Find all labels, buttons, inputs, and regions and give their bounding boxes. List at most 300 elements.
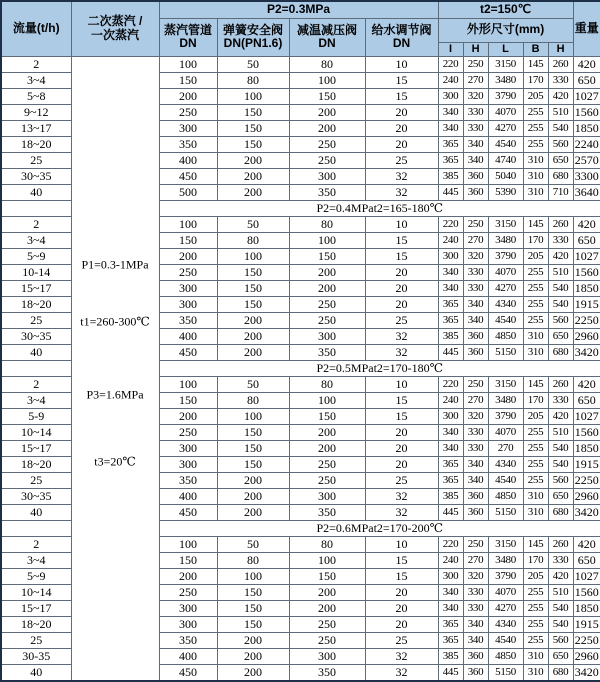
dim-i-header: I xyxy=(438,42,463,56)
feedwater-dn-cell: 32 xyxy=(365,504,438,520)
feedwater-dn-cell: 15 xyxy=(365,568,438,584)
pipe-dn-cell: 150 xyxy=(159,392,217,408)
weight-cell: 1560 xyxy=(573,104,600,120)
dim-i-cell: 300 xyxy=(438,88,463,104)
feedwater-dn-cell: 10 xyxy=(365,376,438,392)
dim-b-cell: 255 xyxy=(523,632,548,648)
safety-dn-cell: 100 xyxy=(217,248,289,264)
weight-cell: 420 xyxy=(573,376,600,392)
flow-cell: 3~4 xyxy=(1,392,71,408)
reducing-dn-cell: 250 xyxy=(289,472,365,488)
pipe-dn-cell: 300 xyxy=(159,616,217,632)
reducing-valve-column-header xyxy=(289,18,365,56)
dim-l-cell: 270 xyxy=(488,440,523,456)
dim-h1-cell: 340 xyxy=(463,296,488,312)
safety-dn-cell: 150 xyxy=(217,120,289,136)
dim-b-cell: 255 xyxy=(523,600,548,616)
flow-cell: 15~17 xyxy=(1,280,71,296)
safety-dn-cell: 80 xyxy=(217,72,289,88)
pipe-dn-cell: 300 xyxy=(159,280,217,296)
dim-h2-cell: 540 xyxy=(548,120,573,136)
t2-group-header: t2=150℃ xyxy=(438,1,573,18)
flow-cell: 30~35 xyxy=(1,328,71,344)
flow-column-header: 流量(t/h) xyxy=(1,1,71,56)
flow-cell: 40 xyxy=(1,344,71,360)
dim-h2-cell: 560 xyxy=(548,312,573,328)
safety-valve-line1: 弹簧安全阀 xyxy=(222,22,283,37)
flow-cell: 40 xyxy=(1,184,71,200)
weight-cell: 2250 xyxy=(573,472,600,488)
weight-cell: 1915 xyxy=(573,616,600,632)
weight-cell: 650 xyxy=(573,552,600,568)
dim-b-cell: 310 xyxy=(523,328,548,344)
dim-b-cell: 145 xyxy=(523,216,548,232)
dim-h1-cell: 250 xyxy=(463,536,488,552)
dim-l-cell: 3790 xyxy=(488,408,523,424)
dim-l-cell: 3150 xyxy=(488,216,523,232)
dim-h2-cell: 330 xyxy=(548,72,573,88)
feedwater-dn-cell: 20 xyxy=(365,424,438,440)
dim-l-header: L xyxy=(488,42,523,56)
safety-dn-cell: 150 xyxy=(217,456,289,472)
weight-cell: 420 xyxy=(573,56,600,72)
dim-i-cell: 300 xyxy=(438,568,463,584)
dim-h2-cell: 680 xyxy=(548,344,573,360)
reducing-dn-cell: 100 xyxy=(289,552,365,568)
dim-l-cell: 3480 xyxy=(488,232,523,248)
p1-pressure-label: P1=0.3-1MPa xyxy=(81,257,149,272)
dim-h1-cell: 340 xyxy=(463,456,488,472)
weight-cell: 1027 xyxy=(573,408,600,424)
flow-cell: 30~35 xyxy=(1,168,71,184)
weight-cell: 1560 xyxy=(573,264,600,280)
reducing-dn-cell: 300 xyxy=(289,328,365,344)
safety-dn-cell: 200 xyxy=(217,472,289,488)
dim-i-cell: 240 xyxy=(438,72,463,88)
dim-h1-cell: 330 xyxy=(463,264,488,280)
feedwater-dn-cell: 10 xyxy=(365,56,438,72)
pipe-dn-cell: 200 xyxy=(159,248,217,264)
safety-dn-cell: 150 xyxy=(217,296,289,312)
reducing-dn-cell: 250 xyxy=(289,456,365,472)
dim-i-cell: 445 xyxy=(438,664,463,681)
weight-cell: 2960 xyxy=(573,648,600,664)
dim-b-cell: 205 xyxy=(523,88,548,104)
weight-cell: 650 xyxy=(573,392,600,408)
dim-l-cell: 3150 xyxy=(488,536,523,552)
flow-cell: 15~17 xyxy=(1,600,71,616)
flow-cell: 25 xyxy=(1,472,71,488)
flow-cell: 3~4 xyxy=(1,72,71,88)
weight-cell: 1850 xyxy=(573,280,600,296)
reducing-dn-cell: 200 xyxy=(289,104,365,120)
safety-dn-cell: 50 xyxy=(217,536,289,552)
flow-cell: 3~4 xyxy=(1,552,71,568)
safety-dn-cell: 100 xyxy=(217,408,289,424)
pipe-dn-cell: 500 xyxy=(159,184,217,200)
reducing-dn-cell: 300 xyxy=(289,488,365,504)
dim-b-cell: 310 xyxy=(523,152,548,168)
weight-cell: 650 xyxy=(573,72,600,88)
weight-cell: 2250 xyxy=(573,312,600,328)
safety-dn-cell: 200 xyxy=(217,632,289,648)
dim-h2-cell: 510 xyxy=(548,264,573,280)
flow-cell: 25 xyxy=(1,152,71,168)
dim-h1-cell: 330 xyxy=(463,584,488,600)
pipe-dn-cell: 250 xyxy=(159,104,217,120)
dim-l-cell: 3150 xyxy=(488,376,523,392)
dim-l-cell: 4540 xyxy=(488,472,523,488)
feedwater-dn-cell: 15 xyxy=(365,552,438,568)
dim-i-cell: 445 xyxy=(438,344,463,360)
reducing-dn-cell: 150 xyxy=(289,248,365,264)
reducing-dn-cell: 350 xyxy=(289,664,365,681)
flow-cell: 2 xyxy=(1,536,71,552)
dim-h2-cell: 510 xyxy=(548,584,573,600)
dim-h2-cell: 420 xyxy=(548,88,573,104)
pipe-dn-cell: 200 xyxy=(159,408,217,424)
dim-l-cell: 4850 xyxy=(488,328,523,344)
dim-l-cell: 4340 xyxy=(488,616,523,632)
weight-cell: 1850 xyxy=(573,440,600,456)
dim-b-cell: 145 xyxy=(523,536,548,552)
flow-empty-cell xyxy=(1,360,71,376)
flow-cell: 10~14 xyxy=(1,584,71,600)
safety-dn-cell: 150 xyxy=(217,600,289,616)
dim-l-cell: 4740 xyxy=(488,152,523,168)
dim-h2-cell: 260 xyxy=(548,216,573,232)
dim-i-cell: 365 xyxy=(438,472,463,488)
reducing-dn-cell: 350 xyxy=(289,504,365,520)
reducing-dn-cell: 250 xyxy=(289,152,365,168)
pipe-dn-cell: 300 xyxy=(159,296,217,312)
dim-b-cell: 310 xyxy=(523,648,548,664)
dim-h2-cell: 510 xyxy=(548,104,573,120)
flow-cell: 18~20 xyxy=(1,616,71,632)
dim-h1-cell: 320 xyxy=(463,568,488,584)
dim-h1-cell: 250 xyxy=(463,376,488,392)
dim-i-cell: 365 xyxy=(438,296,463,312)
dim-l-cell: 5390 xyxy=(488,184,523,200)
feedwater-dn-cell: 20 xyxy=(365,264,438,280)
safety-dn-cell: 150 xyxy=(217,616,289,632)
pipe-dn-cell: 400 xyxy=(159,328,217,344)
flow-cell: 30-35 xyxy=(1,648,71,664)
dim-b-cell: 255 xyxy=(523,456,548,472)
feedwater-valve-line2: DN xyxy=(392,36,411,50)
flow-cell: 18~20 xyxy=(1,456,71,472)
dim-b-cell: 170 xyxy=(523,72,548,88)
flow-cell: 2 xyxy=(1,376,71,392)
safety-dn-cell: 150 xyxy=(217,280,289,296)
pipe-dn-cell: 300 xyxy=(159,456,217,472)
safety-dn-cell: 200 xyxy=(217,648,289,664)
weight-cell: 3420 xyxy=(573,344,600,360)
weight-cell: 1027 xyxy=(573,248,600,264)
feedwater-dn-cell: 20 xyxy=(365,456,438,472)
table-header xyxy=(1,1,600,56)
safety-dn-cell: 200 xyxy=(217,488,289,504)
pipe-dn-cell: 300 xyxy=(159,120,217,136)
dim-h2-cell: 330 xyxy=(548,392,573,408)
flow-cell: 40 xyxy=(1,664,71,681)
dim-l-cell: 4850 xyxy=(488,648,523,664)
dim-l-cell: 5150 xyxy=(488,664,523,681)
feedwater-dn-cell: 20 xyxy=(365,104,438,120)
reducing-valve-line2: DN xyxy=(318,36,336,50)
t1-temperature-label: t1=260-300℃ xyxy=(80,314,150,329)
safety-dn-cell: 50 xyxy=(217,376,289,392)
flow-empty-cell xyxy=(1,200,71,216)
dim-b-cell: 255 xyxy=(523,584,548,600)
dim-l-cell: 5040 xyxy=(488,168,523,184)
flow-cell: 10-14 xyxy=(1,264,71,280)
dim-l-cell: 3480 xyxy=(488,72,523,88)
weight-cell: 1850 xyxy=(573,120,600,136)
safety-dn-cell: 200 xyxy=(217,168,289,184)
pipe-dn-cell: 450 xyxy=(159,168,217,184)
dim-h2-cell: 420 xyxy=(548,408,573,424)
dim-h2-cell: 540 xyxy=(548,296,573,312)
dim-b-cell: 310 xyxy=(523,664,548,681)
pipe-dn-cell: 150 xyxy=(159,552,217,568)
dim-b-cell: 255 xyxy=(523,424,548,440)
reducing-dn-cell: 300 xyxy=(289,168,365,184)
weight-cell: 420 xyxy=(573,216,600,232)
dim-b-cell: 170 xyxy=(523,392,548,408)
feedwater-dn-cell: 25 xyxy=(365,152,438,168)
dim-h1-cell: 330 xyxy=(463,104,488,120)
dim-l-cell: 3480 xyxy=(488,392,523,408)
dim-h2-cell: 330 xyxy=(548,552,573,568)
dim-h1-cell: 360 xyxy=(463,184,488,200)
weight-cell: 2960 xyxy=(573,488,600,504)
dim-h2-cell: 540 xyxy=(548,440,573,456)
pressure-section-label: P2=0.5MPat2=170-180℃ xyxy=(159,360,600,376)
dim-b-cell: 310 xyxy=(523,488,548,504)
reducing-dn-cell: 250 xyxy=(289,136,365,152)
dim-h1-cell: 270 xyxy=(463,232,488,248)
dim-h1-cell: 340 xyxy=(463,472,488,488)
feedwater-dn-cell: 32 xyxy=(365,184,438,200)
safety-dn-cell: 150 xyxy=(217,424,289,440)
reducing-dn-cell: 100 xyxy=(289,232,365,248)
dim-b-cell: 145 xyxy=(523,56,548,72)
feedwater-dn-cell: 10 xyxy=(365,536,438,552)
dim-b-cell: 310 xyxy=(523,168,548,184)
feedwater-dn-cell: 32 xyxy=(365,328,438,344)
safety-dn-cell: 50 xyxy=(217,216,289,232)
weight-cell: 2240 xyxy=(573,136,600,152)
feedwater-dn-cell: 32 xyxy=(365,344,438,360)
safety-dn-cell: 150 xyxy=(217,104,289,120)
flow-cell: 10~14 xyxy=(1,424,71,440)
pipe-dn-cell: 100 xyxy=(159,536,217,552)
reducing-dn-cell: 300 xyxy=(289,648,365,664)
dim-i-cell: 365 xyxy=(438,312,463,328)
dim-h1-cell: 360 xyxy=(463,504,488,520)
reducing-dn-cell: 250 xyxy=(289,632,365,648)
dim-i-cell: 240 xyxy=(438,552,463,568)
dim-b-cell: 255 xyxy=(523,104,548,120)
header-row-1 xyxy=(1,1,600,18)
pipe-dn-cell: 450 xyxy=(159,664,217,681)
feedwater-dn-cell: 20 xyxy=(365,616,438,632)
reducing-dn-cell: 80 xyxy=(289,216,365,232)
pipe-dn-cell: 100 xyxy=(159,56,217,72)
weight-cell: 3420 xyxy=(573,504,600,520)
feedwater-dn-cell: 20 xyxy=(365,136,438,152)
dim-b-cell: 255 xyxy=(523,280,548,296)
dim-i-cell: 385 xyxy=(438,328,463,344)
flow-cell: 5~9 xyxy=(1,248,71,264)
dim-i-cell: 365 xyxy=(438,152,463,168)
dim-h1-cell: 270 xyxy=(463,72,488,88)
feedwater-dn-cell: 15 xyxy=(365,232,438,248)
dim-h2-cell: 540 xyxy=(548,600,573,616)
pipe-dn-cell: 300 xyxy=(159,600,217,616)
safety-dn-cell: 200 xyxy=(217,328,289,344)
flow-cell: 9~12 xyxy=(1,104,71,120)
weight-cell: 1027 xyxy=(573,568,600,584)
weight-cell: 1560 xyxy=(573,584,600,600)
dim-h1-cell: 330 xyxy=(463,280,488,296)
dim-b-cell: 255 xyxy=(523,264,548,280)
dim-i-cell: 365 xyxy=(438,456,463,472)
safety-dn-cell: 150 xyxy=(217,440,289,456)
dim-h1-cell: 340 xyxy=(463,632,488,648)
pipe-dn-line2: DN xyxy=(179,36,197,50)
dim-h2-cell: 560 xyxy=(548,472,573,488)
pipe-dn-cell: 150 xyxy=(159,232,217,248)
dim-i-cell: 220 xyxy=(438,536,463,552)
dim-h2-cell: 650 xyxy=(548,488,573,504)
dim-i-cell: 365 xyxy=(438,632,463,648)
pipe-dn-column-header xyxy=(159,18,217,56)
dim-h1-cell: 250 xyxy=(463,56,488,72)
feedwater-dn-cell: 32 xyxy=(365,648,438,664)
flow-cell: 5~9 xyxy=(1,568,71,584)
reducing-dn-cell: 80 xyxy=(289,376,365,392)
pipe-dn-cell: 250 xyxy=(159,264,217,280)
dim-i-cell: 300 xyxy=(438,248,463,264)
weight-cell: 2960 xyxy=(573,328,600,344)
dim-h2-cell: 650 xyxy=(548,648,573,664)
dim-i-cell: 340 xyxy=(438,104,463,120)
dim-h1-cell: 330 xyxy=(463,424,488,440)
weight-cell: 3420 xyxy=(573,664,600,681)
feedwater-dn-cell: 32 xyxy=(365,488,438,504)
dim-h1-cell: 340 xyxy=(463,616,488,632)
weight-cell: 1560 xyxy=(573,424,600,440)
dim-l-cell: 4540 xyxy=(488,632,523,648)
steam-params-cell xyxy=(71,56,159,681)
flow-cell: 3~4 xyxy=(1,232,71,248)
weight-cell: 420 xyxy=(573,536,600,552)
safety-valve-column-header xyxy=(217,18,289,56)
dim-i-cell: 340 xyxy=(438,280,463,296)
dim-b-cell: 205 xyxy=(523,568,548,584)
dim-i-cell: 300 xyxy=(438,408,463,424)
dimensions-group-header: 外形尺寸(mm) xyxy=(438,18,573,42)
reducing-dn-cell: 200 xyxy=(289,264,365,280)
pipe-dn-cell: 400 xyxy=(159,648,217,664)
reducing-dn-cell: 350 xyxy=(289,184,365,200)
feedwater-dn-cell: 25 xyxy=(365,312,438,328)
pipe-dn-cell: 400 xyxy=(159,152,217,168)
dim-h1-cell: 330 xyxy=(463,120,488,136)
dim-h2-cell: 710 xyxy=(548,184,573,200)
dim-i-cell: 340 xyxy=(438,120,463,136)
dim-l-cell: 4340 xyxy=(488,296,523,312)
reducing-dn-cell: 200 xyxy=(289,600,365,616)
reducing-dn-cell: 250 xyxy=(289,616,365,632)
safety-dn-cell: 50 xyxy=(217,56,289,72)
dim-h2-cell: 680 xyxy=(548,504,573,520)
dim-i-cell: 340 xyxy=(438,440,463,456)
dim-h2-cell: 650 xyxy=(548,328,573,344)
dim-h1-cell: 360 xyxy=(463,168,488,184)
reducing-dn-cell: 150 xyxy=(289,88,365,104)
dim-h1-cell: 320 xyxy=(463,408,488,424)
weight-cell: 2250 xyxy=(573,632,600,648)
table-body xyxy=(1,56,600,681)
pressure-section-label: P2=0.6MPat2=170-200℃ xyxy=(159,520,600,536)
dim-i-cell: 220 xyxy=(438,56,463,72)
dim-h1-cell: 340 xyxy=(463,312,488,328)
feedwater-dn-cell: 15 xyxy=(365,248,438,264)
flow-cell: 18~20 xyxy=(1,136,71,152)
safety-dn-cell: 200 xyxy=(217,664,289,681)
dim-i-cell: 385 xyxy=(438,488,463,504)
dim-l-cell: 3790 xyxy=(488,88,523,104)
reducing-dn-cell: 100 xyxy=(289,72,365,88)
feedwater-dn-cell: 32 xyxy=(365,664,438,681)
dim-h2-cell: 510 xyxy=(548,424,573,440)
flow-empty-cell xyxy=(1,520,71,536)
dim-b-cell: 255 xyxy=(523,472,548,488)
pipe-dn-cell: 400 xyxy=(159,488,217,504)
feedwater-dn-cell: 15 xyxy=(365,88,438,104)
pipe-dn-cell: 200 xyxy=(159,568,217,584)
weight-cell: 1915 xyxy=(573,456,600,472)
dim-h1-cell: 360 xyxy=(463,648,488,664)
steam-header-line1: 二次蒸汽 / xyxy=(87,14,143,29)
dim-b-cell: 255 xyxy=(523,440,548,456)
reducing-dn-cell: 200 xyxy=(289,280,365,296)
dim-h2-cell: 560 xyxy=(548,632,573,648)
dim-h1-cell: 270 xyxy=(463,392,488,408)
dim-b-cell: 310 xyxy=(523,344,548,360)
reducing-dn-cell: 80 xyxy=(289,56,365,72)
reducing-valve-line1: 减温减压阀 xyxy=(296,22,357,37)
flow-cell: 5~8 xyxy=(1,88,71,104)
dim-h1-cell: 320 xyxy=(463,88,488,104)
reducing-dn-cell: 250 xyxy=(289,312,365,328)
dim-h2-cell: 420 xyxy=(548,248,573,264)
flow-cell: 30~35 xyxy=(1,488,71,504)
pipe-dn-cell: 350 xyxy=(159,312,217,328)
reducing-dn-cell: 250 xyxy=(289,296,365,312)
dim-l-cell: 3480 xyxy=(488,552,523,568)
dim-i-cell: 385 xyxy=(438,168,463,184)
dim-l-cell: 4270 xyxy=(488,120,523,136)
p3-pressure-label: P3=1.6MPa xyxy=(86,387,144,402)
p2-group-header: P2=0.3MPa xyxy=(159,1,438,18)
dim-b-cell: 310 xyxy=(523,504,548,520)
flow-cell: 25 xyxy=(1,632,71,648)
dim-h2-cell: 540 xyxy=(548,456,573,472)
